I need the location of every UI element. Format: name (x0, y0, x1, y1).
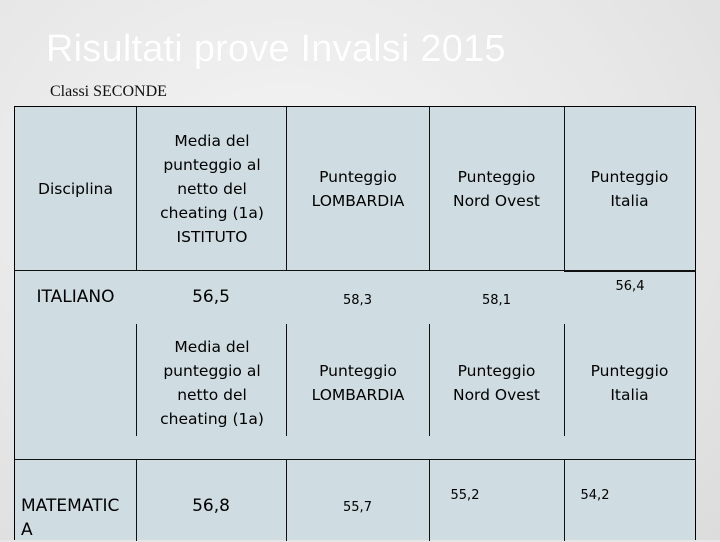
grid-line (136, 107, 137, 270)
row-matematica-media: 56,8 (192, 496, 230, 516)
grid-line (429, 324, 430, 436)
grid-line (286, 107, 287, 270)
header-punteggio-nord-ovest: Punteggio Nord Ovest (452, 167, 540, 210)
grid-line (15, 459, 696, 460)
grid-line (564, 324, 565, 436)
grid-line (429, 107, 430, 270)
header-media: Media del punteggio al netto del cheating (1a) (160, 338, 264, 428)
row-matematica-lombardia: 55,7 (343, 500, 372, 515)
header-disciplina: Disciplina (38, 179, 113, 198)
row-matematica-disciplina: MATEMATICA (21, 496, 120, 540)
grid-line (564, 107, 565, 270)
row-italiano-disciplina: ITALIANO (36, 287, 115, 307)
row-italiano-italia: 56,4 (615, 279, 645, 294)
header-punteggio-lombardia: Punteggio LOMBARDIA (311, 167, 405, 210)
row-italiano-lombardia: 58,3 (343, 293, 372, 308)
slide-title: Risultati prove Invalsi 2015 (46, 28, 506, 70)
slide-subtitle: Classi SECONDE (50, 83, 167, 100)
results-table (14, 106, 696, 540)
row-italiano-nord-ovest: 58,1 (482, 293, 511, 308)
header-punteggio-nord-ovest-2: Punteggio Nord Ovest (452, 362, 540, 404)
header-punteggio-italia: Punteggio Italia (590, 167, 669, 210)
header-punteggio-lombardia-2: Punteggio LOMBARDIA (311, 362, 405, 404)
row-matematica-nord-ovest: 55,2 (450, 488, 480, 503)
row-matematica-italia: 54,2 (580, 488, 610, 503)
header-media-istituto: Media del punteggio al netto del cheating (1a) ISTITUTO (160, 131, 264, 246)
row-italiano-media: 56,5 (192, 287, 230, 307)
grid-line (136, 324, 137, 436)
header-punteggio-italia-2: Punteggio Italia (590, 362, 669, 404)
grid-line (286, 324, 287, 436)
